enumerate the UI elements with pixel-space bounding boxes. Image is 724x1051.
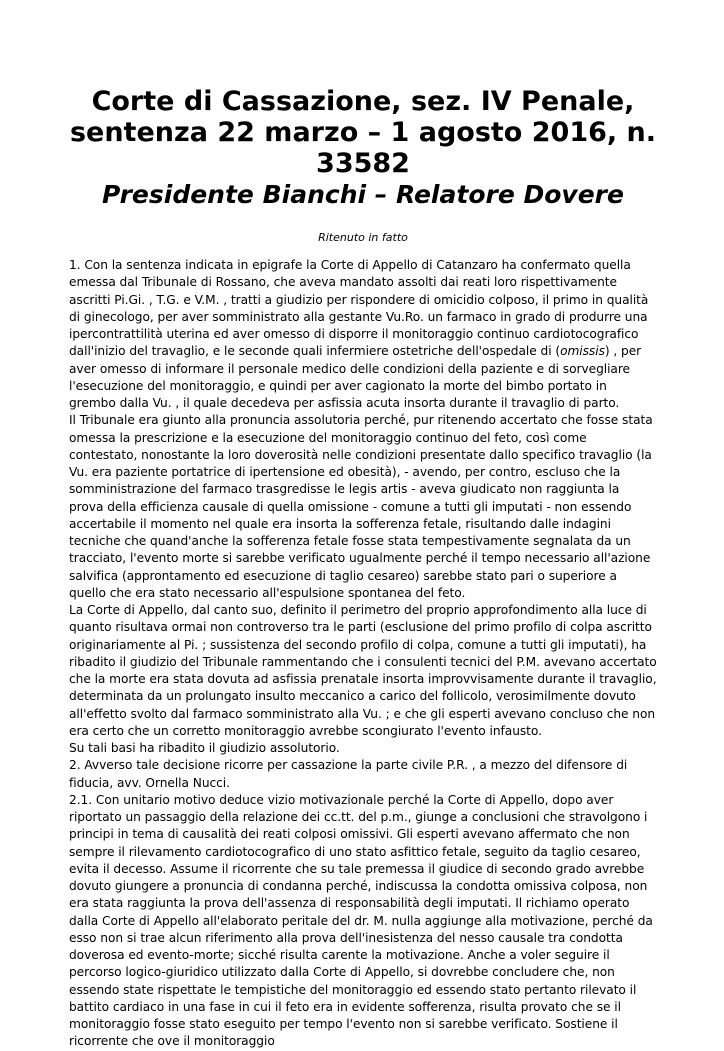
document-page bbox=[69, 86, 657, 1051]
paragraph-1-before: 1. Con la sentenza indicata in epigrafe la Corte di Appello di Catanzaro ha confermato quella emessa dal Tribunale di Rossano, che aveva mandato assolti dai reati loro rispettivamente ascritti Pi.Gi. , T.G. e V.M. , tratti a giudizio per rispondere di omicidio colposo, il primo in qualità di ginecologo, per aver somministrato alla gestante Vu.Ro. un farmaco in grado di produrre una ipercontrattilità uterina ed aver omesso di disporre il monitoraggio continuo cardiotocografico dall'inizio del travaglio, e le seconde quali infermiere ostetriche dell'ospedale di ( bbox=[69, 258, 649, 359]
omissis-italic: omissis bbox=[560, 344, 605, 359]
document-title: Corte di Cassazione, sez. IV Penale, sentenza 22 marzo – 1 agosto 2016, n. 33582 bbox=[69, 86, 657, 179]
paragraph-3: La Corte di Appello, dal canto suo, definito il perimetro del proprio approfondimento alla luce di quanto risultava ormai non controverso tra le parti (esclusione del primo profilo di colpa ascritto originariamente al Pi. ; sussistenza del secondo profilo di colpa, comune a tutti gli imputati), ha ribadito il giudizio del Tribunale rammentando che i consulenti tecnici del P.M. avevano accertato che la morte era stata dovuta ad asfissia prenatale insorta improvvisamente durante il travaglio, determinata da un prolungato insulto meccanico a carico del follicolo, verosimilmente dovuto all'effetto svolto dal farmaco somministrato alla Vu. ; e che gli esperti avevano concluso che non era certo che un corretto monitoraggio avrebbe scongiurato l'evento infausto. bbox=[69, 603, 657, 738]
paragraph-4: Su tali basi ha ribadito il giudizio assolutorio. bbox=[69, 741, 340, 755]
paragraph-5: 2. Avverso tale decisione ricorre per cassazione la parte civile P.R. , a mezzo del difensore di fiducia, avv. Ornella Nucci. bbox=[69, 758, 628, 790]
paragraph-2: Il Tribunale era giunto alla pronuncia assolutoria perché, pur ritenendo accertato che fosse stata omessa la prescrizione e la esecuzione del monitoraggio continuo del feto, così come contestato, nonostante la loro doverosità nelle condizioni presentate dallo specifico travaglio (la Vu. era paziente portatrice di ipertensione ed obesità), - avendo, per contro, escluso che la somministrazione del farmaco trasgredisse le legis artis - aveva giudicato non raggiunta la prova della efficienza causale di quella omissione - comune a tutti gli imputati - non essendo accertabile il momento nel quale era insorta la sofferenza fetale, risultando dalle indagini tecniche che quand'anche la sofferenza fetale fosse stata tempestivamente segnalata da un tracciato, l'evento morte si sarebbe verificato ugualmente perché il tempo necessario all'azione salvifica (approntamento ed esecuzione di taglio cesareo) sarebbe stato pari o superiore a quello che era stato necessario all'espulsione spontanea del feto. bbox=[69, 413, 653, 600]
paragraph-1 bbox=[69, 257, 657, 412]
section-heading: Ritenuto in fatto bbox=[318, 231, 408, 244]
paragraph-6: 2.1. Con unitario motivo deduce vizio motivazionale perché la Corte di Appello, dopo aver riportato un passaggio della relazione dei cc.tt. del p.m., giunge a conclusioni che stravolgono i principi in tema di causalità dei reati colposi omissivi. Gli esperti avevano affermato che non sempre il rilevamento cardiotocografico di uno stato asfittico fetale, seguito da taglio cesareo, evita il decesso. Assume il ricorrente che su tale premessa il giudice di secondo grado avrebbe dovuto giungere a pronuncia di condanna perché, indiscussa la condotta omissiva colposa, non era stata raggiunta la prova dell'assenza di responsabilità degli imputati. Il richiamo operato dalla Corte di Appello all'elaborato peritale del dr. M. nulla aggiunge alla motivazione, perché da esso non si trae alcun riferimento alla prova dell'inesistenza del nesso causale tra condotta doverosa ed evento-morte; sicché risulta carente la motivazione. Anche a voler seguire il percorso logico-giuridico utilizzato dalla Corte di Appello, si dovrebbe concludere che, non essendo state rispettate le tempistiche del monitoraggio ed essendo stato pertanto rilevato il battito cardiaco in una fase in cui il feto era in evidente sofferenza, risulta provato che se il monitoraggio fosse stato eseguito per tempo l'evento non si sarebbe verificato. Sostiene il ricorrente che ove il monitoraggio bbox=[69, 792, 653, 1049]
paragraph-1-after: ) , per aver omesso di informare il personale medico delle condizioni della paziente e di sorvegliare l'esecuzione del monitoraggio, e quindi per aver cagionato la morte del bimbo portato in grembo dalla Vu. , il quale decedeva per asfissia acuta insorta durante il travaglio di parto. bbox=[69, 344, 642, 410]
document-body bbox=[69, 257, 657, 1051]
document-subtitle: Presidente Bianchi – Relatore Dovere bbox=[102, 180, 624, 209]
